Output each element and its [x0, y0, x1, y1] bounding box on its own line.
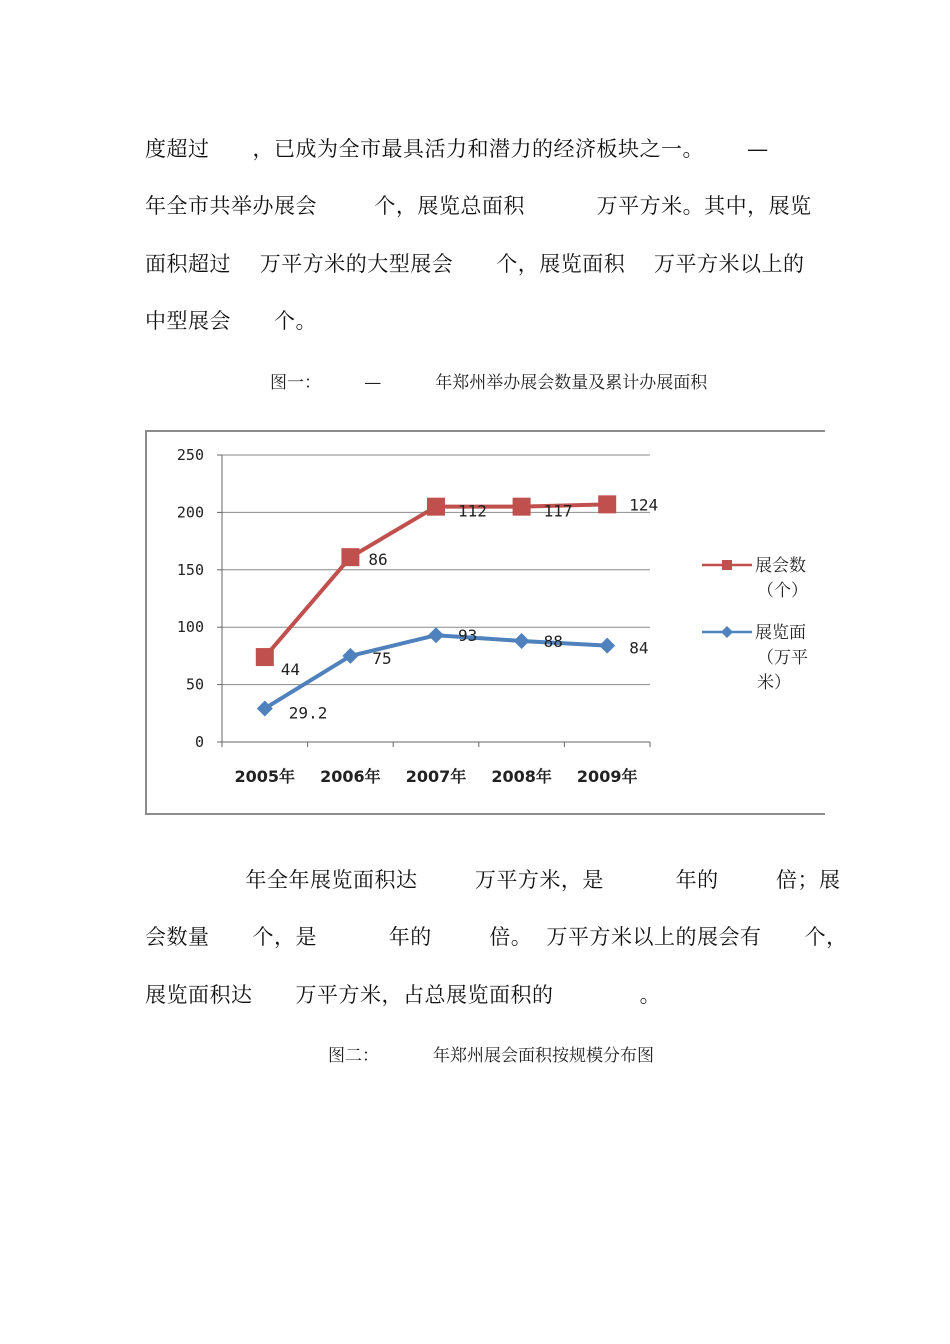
- legend-entry: 米）: [757, 673, 791, 693]
- data-point: [427, 498, 445, 516]
- text-line: 面积超过 万平方米的大型展会 个，展览面积 万平方米以上的: [145, 252, 805, 276]
- x-tick-label: 2007年: [405, 767, 467, 786]
- data-label: 117: [543, 501, 573, 521]
- data-label: 75: [372, 648, 392, 668]
- text-line: 年全年展览面积达 万平方米，是 年的 倍；展: [145, 868, 841, 892]
- data-label: 112: [458, 501, 487, 521]
- x-tick-label: 2009年: [576, 767, 638, 786]
- chart-canvas: [147, 432, 825, 815]
- legend-entry: （个）: [757, 581, 808, 601]
- data-point: [599, 638, 615, 654]
- data-point: [256, 648, 274, 666]
- data-label: 124: [629, 495, 659, 515]
- data-label: 93: [458, 626, 478, 646]
- text-line: 中型展会 个。: [145, 309, 318, 333]
- x-tick-label: 2008年: [491, 767, 552, 786]
- text-line: 会数量 个，是 年的 倍。 万平方米以上的展会有 个，: [145, 925, 848, 949]
- data-point: [341, 548, 359, 566]
- data-point: [428, 627, 444, 643]
- line-chart: [145, 430, 825, 815]
- y-tick-label: 150: [176, 560, 204, 579]
- text-line: 展览面积达 万平方米，占总展览面积的 。: [145, 983, 662, 1007]
- legend-marker: [722, 560, 732, 570]
- y-tick-label: 100: [176, 618, 204, 637]
- y-tick-label: 200: [176, 503, 204, 522]
- legend-entry: （万平: [757, 648, 808, 668]
- x-tick-label: 2006年: [320, 767, 381, 786]
- text-line: 度超过 ，已成为全市最具活力和潜力的经济板块之一。 —: [145, 137, 769, 161]
- data-label: 86: [368, 550, 388, 570]
- legend-entry: 展会数: [755, 556, 806, 576]
- data-label: 88: [543, 631, 563, 651]
- data-point: [514, 633, 530, 649]
- data-label: 44: [280, 660, 301, 680]
- data-label: 84: [629, 638, 649, 658]
- figure-2-caption: 图二： 年郑州展会面积按规模分布图: [328, 1046, 655, 1066]
- legend-entry: 展览面: [755, 623, 806, 643]
- data-label: 29.2: [288, 703, 328, 723]
- data-point: [598, 495, 616, 513]
- data-point: [513, 498, 531, 516]
- legend-marker: [721, 626, 733, 638]
- y-tick-label: 0: [194, 733, 204, 751]
- y-tick-label: 50: [185, 675, 204, 694]
- y-tick-label: 250: [176, 446, 204, 464]
- figure-1-caption: 图一： — 年郑州举办展会数量及累计办展面积: [270, 373, 708, 393]
- x-tick-label: 2005年: [234, 767, 296, 786]
- text-line: 年全市共举办展会 个，展览总面积 万平方米。其中，展览: [145, 194, 812, 218]
